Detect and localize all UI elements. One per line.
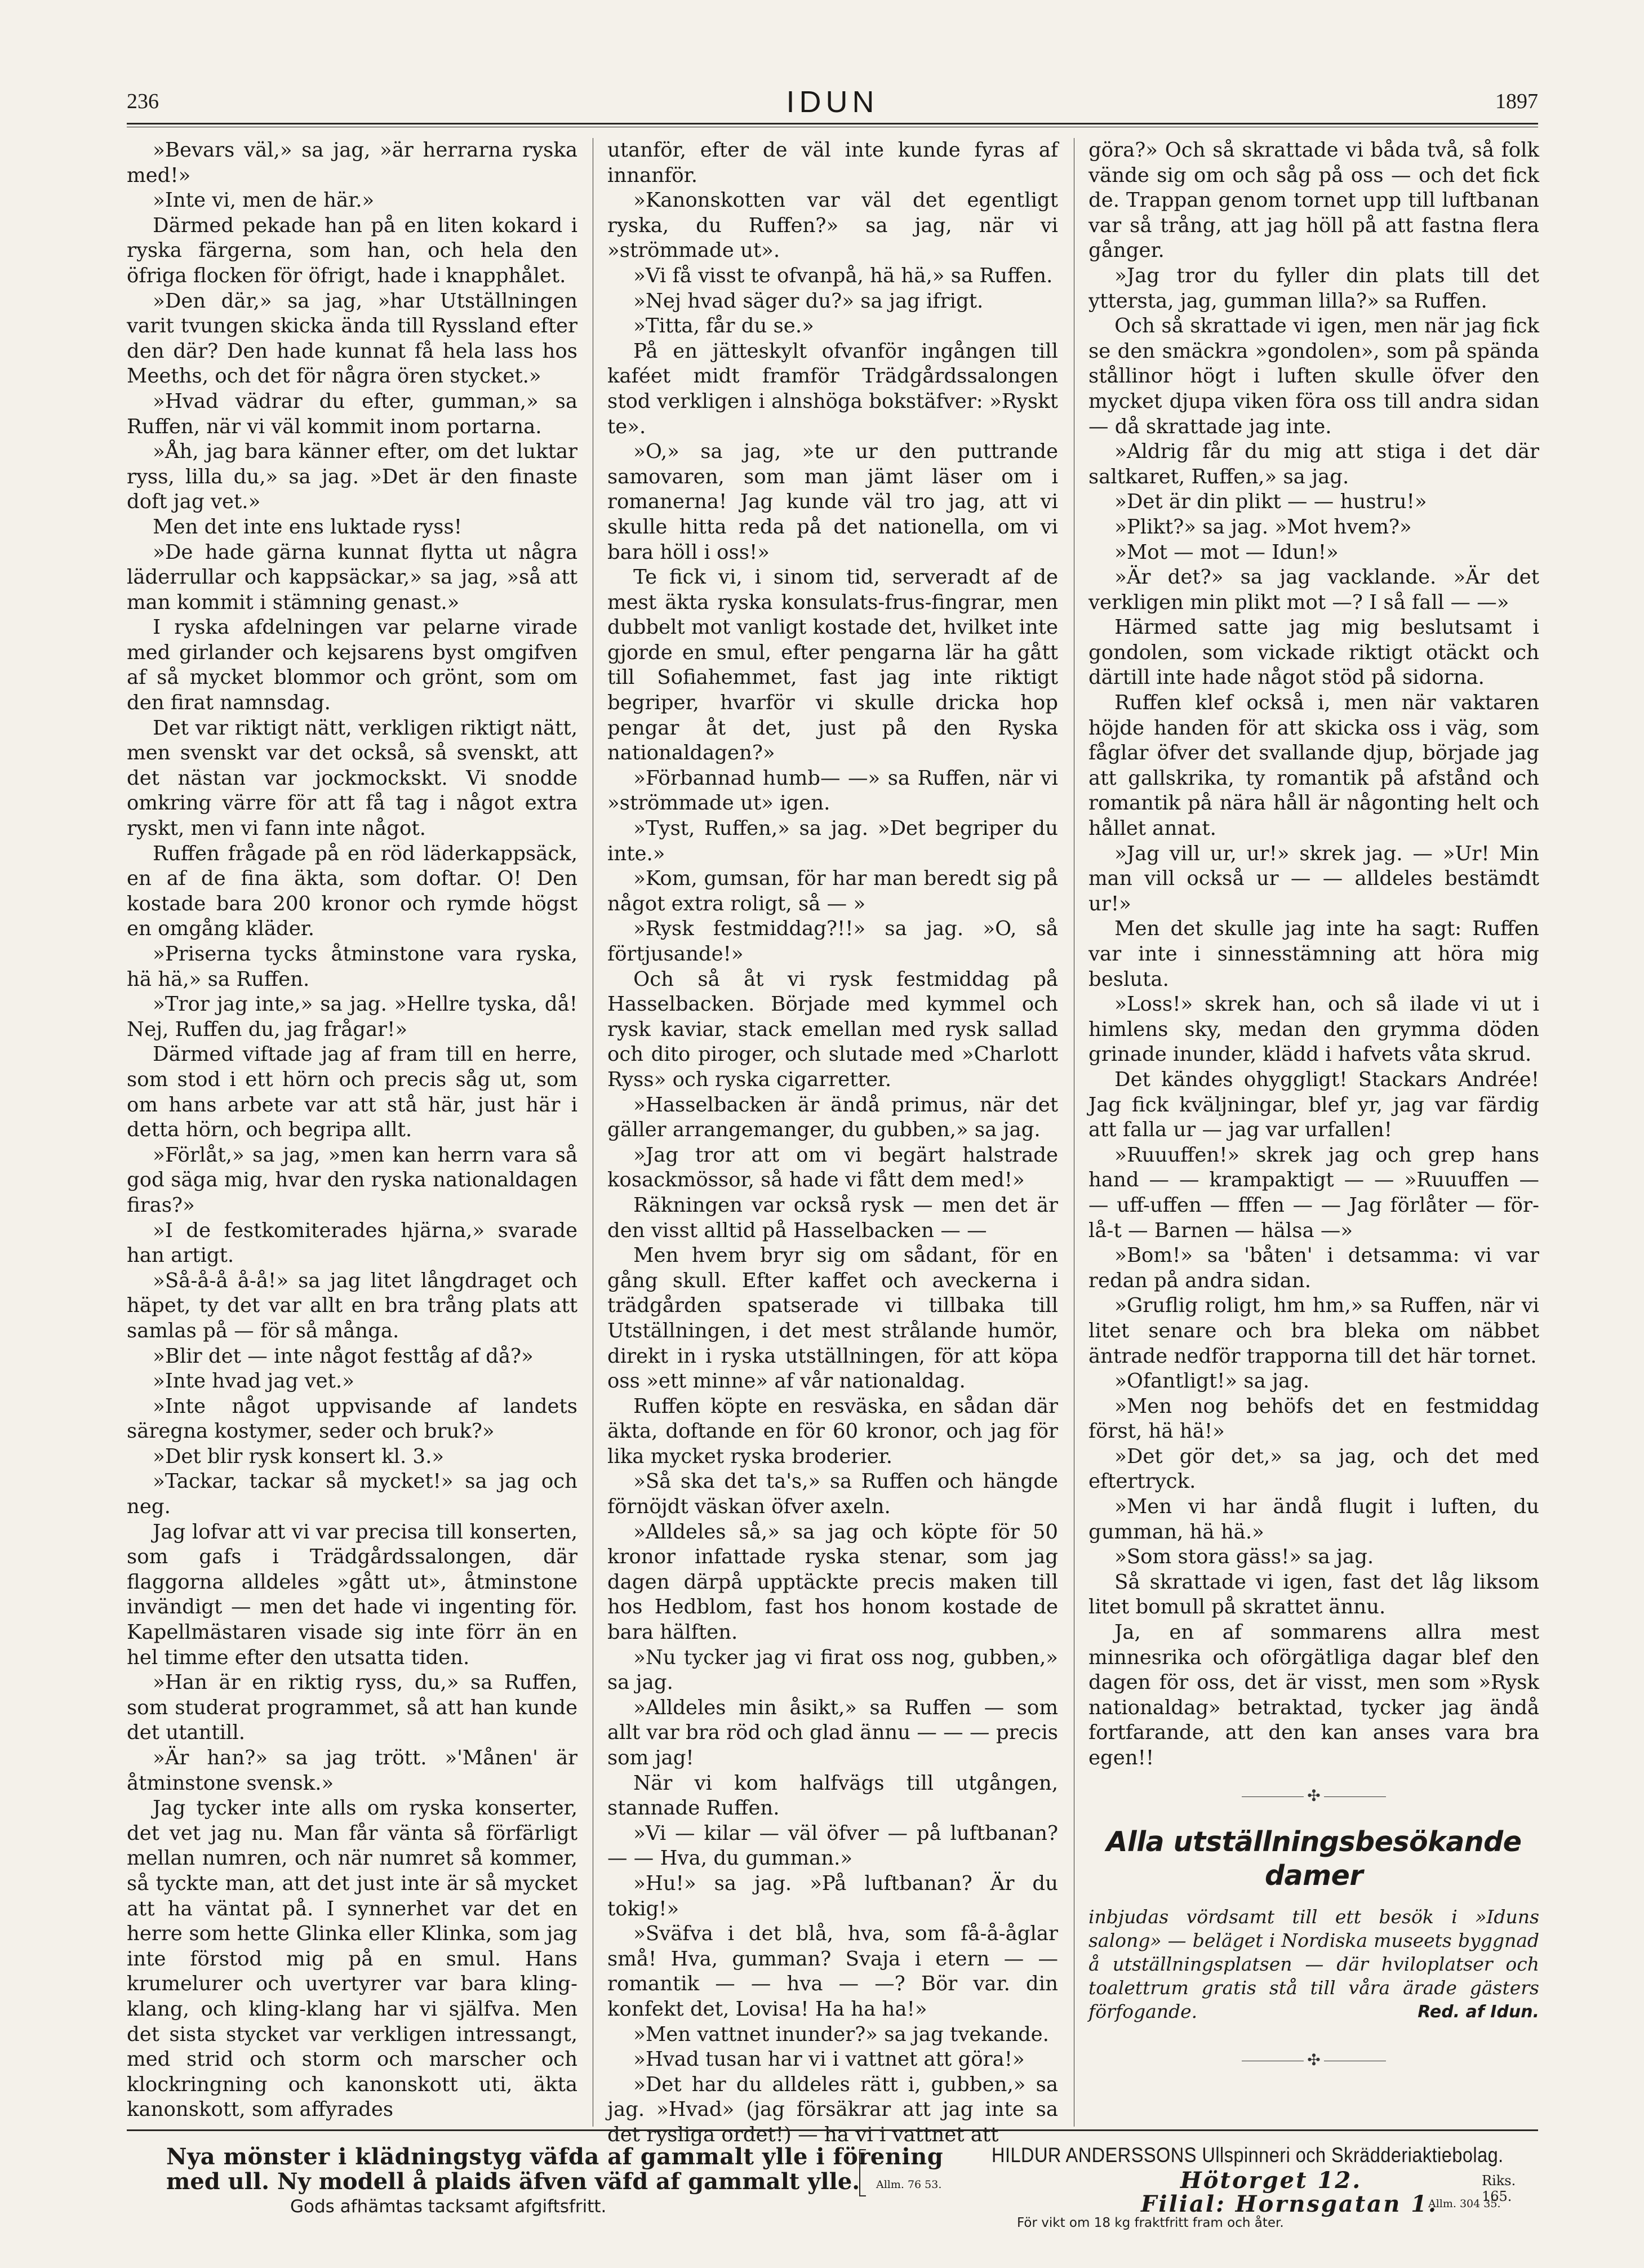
paragraph: »Tror jag inte,» sa jag. »Hellre tyska, då! Nej, Ruffen du, jag frågar!» <box>127 993 577 1041</box>
branch-address: Filial: Hornsgatan 1. <box>1141 2191 1438 2217</box>
article-column-2 <box>607 138 1058 2146</box>
paragraph: »Förlåt,» sa jag, »men kan herrn vara så god säga mig, hvar den ryska nationaldagen firas?» <box>127 1143 577 1217</box>
paragraph: »Så ska det ta's,» sa Ruffen och hängde förnöjdt väskan öfver axeln. <box>607 1470 1058 1519</box>
paragraph: »De hade gärna kunnat flytta ut några läderrullar och kappsäckar,» sa jag, »så att man kommit i stämning genast.» <box>127 540 577 614</box>
paragraph: »Inte vi, men de här.» <box>153 189 375 212</box>
paragraph: »Hvad tusan har vi i vattnet att göra!» <box>633 2048 1025 2071</box>
paragraph: »Titta, får du se.» <box>633 314 814 338</box>
paragraph: När vi kom halfvägs till utgången, stannade Ruffen. <box>607 1771 1058 1820</box>
footer-ad-line-3: Gods afhämtas tacksamt afgiftsfritt. <box>290 2196 607 2217</box>
paragraph: »Det gör det,» sa jag, och det med eftertryck. <box>1088 1444 1539 1493</box>
store-address: Hötorget 12. <box>1180 2167 1362 2194</box>
paragraph: Därmed pekade han på en liten kokard i ryska färgerna, som han, och hela den öfriga flocken för öfrigt, hade i knapphålet. <box>127 214 577 287</box>
paragraph: »Jag vill ur, ur!» skrek jag. — »Ur! Min man vill också ur — — alldeles bestämdt ur!» <box>1088 842 1539 915</box>
paragraph: »Förbannad humb— —» sa Ruffen, när vi »strömmade ut» igen. <box>607 766 1058 815</box>
paragraph: »Gruflig roligt, hm hm,» sa Ruffen, när vi litet senare och bra bleka om näbbet äntrade nedför trapporna till det här tornet. <box>1088 1294 1539 1368</box>
article-column-3 <box>1088 138 1539 2127</box>
paragraph: Så skrattade vi igen, fast det låg liksom litet bomull på skrattet ännu. <box>1088 1570 1539 1619</box>
paragraph: »Inte något uppvisande af landets säregna kostymer, seder och bruk?» <box>127 1394 577 1443</box>
paragraph: »Jag tror du fyller din plats till det yttersta, jag, gumman lilla?» sa Ruffen. <box>1088 264 1539 313</box>
phone-riks: Riks. 165. <box>1482 2173 1516 2204</box>
header-rule <box>127 123 1538 124</box>
paragraph: »Den där,» sa jag, »har Utställningen varit tvungen skicka ända till Ryssland efter den där? Den hade kunnat få hela lass hos Meeths, och det för några ören stycket.» <box>127 289 577 388</box>
paragraph: »Vi få visst te ofvanpå, hä hä,» sa Ruffen. <box>633 264 1053 287</box>
paragraph: »Alldeles så,» sa jag och köpte för 50 kronor infattade ryska stenar, som jag dagen därpå upptäckte precis maken till hos Hedblom, fast hos honom kostade de bara hälften. <box>607 1520 1058 1644</box>
paragraph: Det var riktigt nätt, verkligen riktigt nätt, men svenskt var det också, så svenskt, att det nästan var jockmockskt. Vi snodde omkring värre för att få tag i något extra ryskt, men vi fann inte något. <box>127 716 577 841</box>
paragraph: »Hu!» sa jag. »På luftbanan? Är du tokig!» <box>607 1871 1058 1920</box>
paragraph: »Rysk festmiddag?!!» sa jag. »O, så förtjusande!» <box>607 917 1058 966</box>
paragraph: Ruffen klef också i, men när vaktaren höjde handen för att skicka oss i väg, som fåglar öfver det svallande djup, började jag att gallskrika, ty romantik på afstånd och romantik på nära håll är någonting helt och hållet annat. <box>1088 691 1539 841</box>
paragraph: »Hvad vädrar du efter, gumman,» sa Ruffen, när vi väl kommit inom portarna. <box>127 389 577 438</box>
paragraph: »Men vi har ändå flugit i luften, du gumman, hä hä.» <box>1088 1495 1539 1544</box>
paragraph: »Han är en riktig ryss, du,» sa Ruffen, som studerat programmet, så att han kunde det utantill. <box>127 1671 577 1745</box>
footer-rule <box>127 2129 1538 2131</box>
paragraph: Och så skrattade vi igen, men när jag fick se den smäckra »gondolen», som på spända stållinor högt i luften skulle öfver den mycket djupa viken föra oss till andra sidan — då skrattade jag inte. <box>1088 314 1539 438</box>
paragraph: »Kom, gumsan, för har man beredt sig på något extra roligt, så — » <box>607 867 1058 915</box>
paragraph: I ryska afdelningen var pelarne virade med girlander och kejsarens byst omgifven af så mycket blommor och grönt, som om den firat namnsdag. <box>127 616 577 715</box>
paragraph: »Nej hvad säger du?» sa jag ifrigt. <box>633 289 984 313</box>
article-column-1 <box>127 138 577 2127</box>
paragraph: »Är det?» sa jag vacklande. »Är det verkligen min plikt mot —? I så fall — —» <box>1088 566 1539 614</box>
paragraph: Men det inte ens luktade ryss! <box>153 515 462 539</box>
paragraph: »Kanonskotten var väl det egentligt ryska, du Ruffen?» sa jag, när vi »strömmade ut». <box>607 189 1058 263</box>
paragraph: Och så åt vi rysk festmiddag på Hasselbacken. Började med kymmel och rysk kaviar, stack emellan med rysk sallad och dito piroger, och slutade med »Charlott Ryss» och ryska cigarretter. <box>607 967 1058 1091</box>
paragraph: »Hasselbacken är ändå primus, när det gäller arrangemanger, du gubben,» sa jag. <box>607 1093 1058 1142</box>
paragraph: »Det har du alldeles rätt i, gubben,» sa jag. »Hvad» (jag försäkrar att jag inte sa det rysliga ordet!) — ha vi i vattnet att <box>607 2073 1058 2146</box>
paragraph: »Mot — mot — Idun!» <box>1114 540 1339 564</box>
paragraph: »Blir det — inte något festtåg af då?» <box>153 1344 534 1368</box>
paragraph: »Tyst, Ruffen,» sa jag. »Det begriper du inte.» <box>607 817 1058 865</box>
paragraph: »Aldrig får du mig att stiga i det där saltkaret, Ruffen,» sa jag. <box>1088 440 1539 488</box>
masthead-title: IDUN <box>786 85 879 119</box>
issue-year: 1897 <box>1495 90 1538 113</box>
paragraph: Men det skulle jag inte ha sagt: Ruffen var inte i sinnesstämning att höra mig besluta. <box>1088 917 1539 991</box>
paragraph: Därmed viftade jag af fram till en herre, som stod i ett hörn och precis såg ut, som om hans arbete var att stå här, just här i detta hörn, och begripa allt. <box>127 1043 577 1142</box>
ad-box-body: inbjudas vördsamt till ett besök i »Iduns salong» — beläget i Nordiska museets byggnad å utställningsplatsen — där hviloplatser och toalettrum gratis stå till våra ärade gästers förfogande. <box>1088 1906 1539 2023</box>
paragraph: »Alldeles min åsikt,» sa Ruffen — som allt var bra röd och glad ännu — — — precis som jag! <box>607 1696 1058 1769</box>
shipping-note: För vikt om 18 kg fraktfritt fram och åter. <box>1017 2216 1284 2230</box>
paragraph: »Sväfva i det blå, hva, som få-å-åglar små! Hva, gumman? Svaja i etern — — romantik — — hva — —? Bör var. din konfekt det, Lovisa! Ha ha ha!» <box>607 1922 1058 2021</box>
paragraph: Jag tycker inte alls om ryska konserter, det vet jag nu. Man får vänta så förfärligt mellan numren, och när numret så kommer, så tyckte man, att det just inte är så mycket att ha väntat på. I synnerhet var det en herre som hette Glinka eller Klinka, som jag inte förstod mig på en smul. Hans krumelurer och uvertyrer var bara kling-klang, och kling-klang har vi själfva. Men det sista stycket var verkligen intressangt, med strid och storm och marscher och klockringning och kanonskott uti, äkta kanonskott, som affyrades <box>127 1796 577 2122</box>
footer-ad-line-2: med ull. Ny modell å plaids äfven väfd af gammalt ylle. <box>166 2168 860 2195</box>
paragraph: Ruffen köpte en resväska, en sådan där äkta, doftande en för 60 kronor, och jag för lika mycket ryska broderier. <box>607 1394 1058 1468</box>
article-column-3-text <box>1088 138 1539 1771</box>
paragraph: »Plikt?» sa jag. »Mot hvem?» <box>1114 515 1412 539</box>
section-ornament: ✣ <box>1088 1784 1539 1809</box>
paragraph: »Jag tror att om vi begärt halstrade kosackmössor, så hade vi fått dem med!» <box>607 1143 1058 1192</box>
paragraph: »Tackar, tackar så mycket!» sa jag och neg. <box>127 1470 577 1519</box>
paragraph: »Ofantligt!» sa jag. <box>1114 1369 1310 1393</box>
paragraph: göra?» Och så skrattade vi båda två, så folk vände sig om och såg på oss — och det fick de. Trappan genom tornet upp till luftbanan var så trång, att jag höll på att fastna flera gånger. <box>1088 139 1539 263</box>
paragraph: »Så-å-å å-å!» sa jag litet långdraget och häpet, ty det var allt en bra trång plats att samlas på — för så många. <box>127 1269 577 1342</box>
paragraph: »Priserna tycks åtminstone vara ryska, hä hä,» sa Ruffen. <box>127 942 577 991</box>
paragraph: »Bevars väl,» sa jag, »är herrarna ryska med!» <box>127 139 577 187</box>
paragraph: »Inte hvad jag vet.» <box>153 1369 354 1393</box>
paragraph: På en jätteskylt ofvanför ingången till kaféet midt framför Trädgårdssalongen stod verkligen i alnshöga bokstäfver: »Ryskt te». <box>607 339 1058 438</box>
store-name: HILDUR ANDERSSONS Ullspinneri och Skrädderiaktiebolag. <box>992 2144 1504 2167</box>
footer-advertisement <box>127 2144 1538 2239</box>
paragraph: Det kändes ohyggligt! Stackars Andrée! Jag fick kväljningar, blef yr, jag var färdig att falla ur — jag var urfallen! <box>1088 1068 1539 1142</box>
paragraph: Te fick vi, i sinom tid, serveradt af de mest äkta ryska konsulats-frus-fingrar, men dubbelt mot vanligt kostade det, hvilket inte gjorde en smul, efter pengarna lär ha gått till Sofiahemmet, fast jag inte riktigt begriper, hvarför vi skulle dricka hop pengar åt det, just på den Ryska nationaldagen?» <box>607 566 1058 765</box>
paragraph: »Är han?» sa jag trött. »'Månen' är åtminstone svensk.» <box>127 1746 577 1795</box>
paragraph: »Det blir rysk konsert kl. 3.» <box>153 1444 445 1468</box>
paragraph: »Ruuuffen!» skrek jag och grep hans hand — — krampaktigt — — »Ruuuffen — — uff-uffen — fffen — — Jag förlåter — för-lå-t — Barnen — hälsa —» <box>1088 1143 1539 1242</box>
page-header <box>127 85 1538 119</box>
paragraph: Ruffen frågade på en röd läderkappsäck, en af de fina äkta, som doftar. O! Den kostade bara 200 kronor och rymde högst en omgång kläder. <box>127 842 577 941</box>
paragraph: »Som stora gäss!» sa jag. <box>1114 1545 1374 1569</box>
paragraph: »Men vattnet inunder?» sa jag tvekande. <box>633 2022 1049 2046</box>
footer-ad-line-1: Nya mönster i klädningstyg väfda af gammalt ylle i förening <box>166 2144 944 2170</box>
ad-box-signature: Red. af Idun. <box>1418 2002 1539 2022</box>
paragraph: »Bom!» sa 'båten' i detsamma: vi var redan på andra sidan. <box>1088 1244 1539 1292</box>
ad-box-title: Alla utställningsbesökande damer <box>1106 1826 1522 1892</box>
paragraph: »Loss!» skrek han, och så ilade vi ut i himlens sky, medan den grymma döden grinade inunder, klädd i hafvets våta skrud. <box>1088 993 1539 1066</box>
page-number: 236 <box>127 90 159 113</box>
paragraph: Räkningen var också rysk — men det är den visst alltid på Hasselbacken — — <box>607 1193 1058 1242</box>
paragraph: »Men nog behöfs det en festmiddag först, hä hä!» <box>1088 1394 1539 1443</box>
paragraph: »I de festkomiterades hjärna,» svarade han artigt. <box>127 1219 577 1268</box>
footer-bracket <box>859 2149 866 2196</box>
paragraph: »Vi — kilar — väl öfver — på luftbanan? — — Hva, du gumman.» <box>607 1821 1058 1870</box>
paragraph: »Nu tycker jag vi firat oss nog, gubben,» sa jag. <box>607 1646 1058 1695</box>
paragraph: Härmed satte jag mig beslutsamt i gondolen, som vickade riktigt otäckt och därtill inte hade något stöd på sidorna. <box>1088 616 1539 690</box>
paragraph: »Det är din plikt — — hustru!» <box>1114 490 1427 514</box>
phone-allm-1: Allm. 76 53. <box>876 2178 942 2191</box>
paragraph: »O,» sa jag, »te ur den puttrande samovaren, som man jämt läser om i romanerna! Jag kunde väl tro jag, att vi skulle hitta reda på det nationella, om vi bara höll i oss!» <box>607 440 1058 564</box>
phone-allm-2: Allm. 304 35. <box>1428 2198 1501 2210</box>
paragraph: Jag lofvar att vi var precisa till konserten, som gafs i Trädgårdssalongen, där flaggorna alldeles »gått ut», åtminstone invändigt — men det hade vi ingenting för. Kapellmästaren visade sig inte förr än en hel timme efter den utsatta tiden. <box>127 1520 577 1669</box>
section-ornament: ✣ <box>1088 2048 1539 2073</box>
paragraph: Men hvem bryr sig om sådant, för en gång skull. Efter kaffet och aveckerna i trädgården spatserade vi tillbaka till Utställningen, i det mest strålande humör, direkt in i ryska utställningen, för att köpa oss »ett minne» af vår nationaldag. <box>607 1244 1058 1393</box>
paragraph: »Åh, jag bara känner efter, om det luktar ryss, lilla du,» sa jag. »Det är den finaste doft jag vet.» <box>127 440 577 514</box>
paragraph: utanför, efter de väl inte kunde fyras af innanför. <box>607 139 1058 187</box>
paragraph: Ja, en af sommarens allra mest minnesrika och oförgätliga dagar blef den dagen för oss, det är visst, men som »Rysk nationaldag» betraktad, tycker jag ändå fortfarande, att den kan anses vara bra egen!! <box>1088 1621 1539 1769</box>
